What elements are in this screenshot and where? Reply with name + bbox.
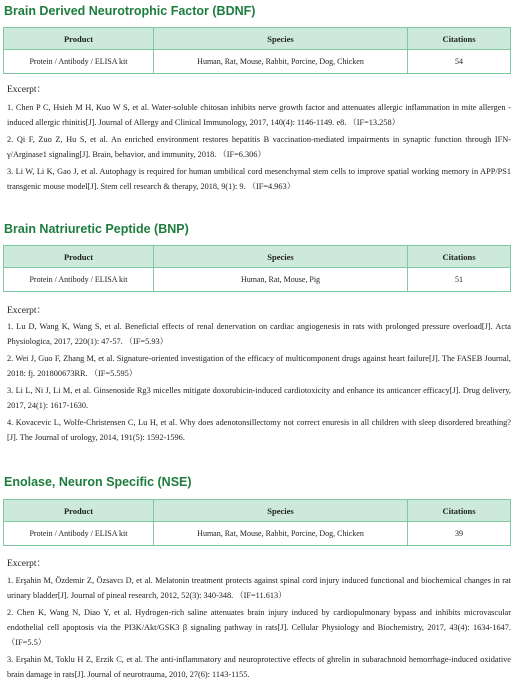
excerpt-label: Excerpt： — [7, 559, 47, 569]
cell-product: Protein / Antibody / ELISA kit — [4, 50, 154, 73]
product-table — [3, 27, 511, 74]
header-species: Species — [154, 500, 408, 521]
reference-list — [7, 100, 511, 196]
reference-item: 3. Li L, Ni J, Li M, et al. Ginsenoside Rg3 micelles mitigate doxorubicin-induced cardiotoxicity and enhance its anticancer efficacy[J]. Drug delivery, 2017, 24(1): 1617-1630. — [7, 386, 511, 410]
reference-item: 3. Li W, Li K, Gao J, et al. Autophagy is required for human umbilical cord mesenchymal stem cells to improve spatial working memory in APP/PS1 transgenic mouse model[J]. Stem cell research & therapy, 2018, 9(1): 9. （IF=4.963） — [7, 167, 511, 191]
product-table — [3, 499, 511, 546]
cell-citations: 39 — [455, 529, 463, 538]
section-title: Brain Derived Neurotrophic Factor (BDNF) — [4, 4, 256, 18]
table-row — [4, 50, 510, 73]
table-header-row — [4, 28, 510, 50]
header-product: Product — [4, 500, 154, 521]
reference-item: 2. Qi F, Zuo Z, Hu S, et al. An enriched environment restores hepatitis B vaccination-mediated impairments in synaptic function through IFN-γ/Arginase1 signaling[J]. Brain, behavior, and immunity, 2018. （IF=6.306） — [7, 135, 511, 159]
header-citations: Citations — [442, 251, 476, 262]
header-citations: Citations — [442, 33, 476, 44]
cell-product: Protein / Antibody / ELISA kit — [4, 522, 154, 545]
header-product: Product — [4, 28, 154, 49]
product-table — [3, 245, 511, 292]
reference-list — [7, 319, 511, 447]
cell-citations: 54 — [455, 57, 463, 66]
reference-list — [7, 573, 511, 684]
reference-item: 1. Lu D, Wang K, Wang S, et al. Beneficial effects of renal denervation on cardiac angiogenesis in rats with prolonged pressure overload[J]. Acta Physiologica, 2017, 220(1): 47-57. （IF=5.93） — [7, 322, 511, 346]
reference-item: 4. Kovacevic L, Wolfe-Christensen C, Lu H, et al. Why does adenotonsillectomy not correct enuresis in all children with sleep disordered breathing?[J]. The Journal of urology, 2014, 191(5): 1592-1596. — [7, 418, 511, 442]
reference-item: 1. Erşahin M, Özdemir Z, Özsavcı D, et al. Melatonin treatment protects against spinal cord injury induced functional and biochemical changes in rat urinary bladder[J]. Journal of pineal research, 2012, 52(3): 340-348. （IF=11.613） — [7, 576, 511, 600]
table-header-row — [4, 500, 510, 522]
cell-species: Human, Rat, Mouse, Pig — [154, 268, 408, 291]
header-citations: Citations — [442, 505, 476, 516]
table-header-row — [4, 246, 510, 268]
cell-species: Human, Rat, Mouse, Rabbit, Porcine, Dog, Chicken — [154, 50, 408, 73]
section-title: Brain Natriuretic Peptide (BNP) — [4, 222, 189, 236]
reference-item: 2. Chen K, Wang N, Diao Y, et al. Hydrogen-rich saline attenuates brain injury induced by cardiopulmonary bypass and inhibits microvascular endothelial cell apoptosis via the PI3K/Akt/GSK3 β signaling pathway in rats[J]. Cellular Physiology and Biochemistry, 2017, 43(4): 1634-1647. （IF=5.5） — [7, 608, 511, 647]
reference-item: 2. Wei J, Guo F, Zhang M, et al. Signature-oriented investigation of the efficacy of multicomponent drugs against heart failure[J]. The FASEB Journal, 2018: fj. 201800673RR. （IF=5.595） — [7, 354, 511, 378]
cell-citations: 51 — [455, 275, 463, 284]
header-species: Species — [154, 28, 408, 49]
section-title: Enolase, Neuron Specific (NSE) — [4, 475, 192, 489]
header-species: Species — [154, 246, 408, 267]
header-product: Product — [4, 246, 154, 267]
excerpt-label: Excerpt： — [7, 85, 47, 95]
cell-product: Protein / Antibody / ELISA kit — [4, 268, 154, 291]
cell-species: Human, Rat, Mouse, Rabbit, Porcine, Dog, Chicken — [154, 522, 408, 545]
table-row — [4, 268, 510, 291]
reference-item: 3. Erşahin M, Toklu H Z, Erzik C, et al. The anti-inflammatory and neuroprotective effects of ghrelin in subarachnoid hemorrhage-induced oxidative brain damage in rats[J]. Journal of neurotrauma, 2010, 27(6): 1143-1155. — [7, 655, 511, 679]
table-row — [4, 522, 510, 545]
excerpt-label: Excerpt： — [7, 306, 47, 316]
reference-item: 1. Chen P C, Hsieh M H, Kuo W S, et al. Water-soluble chitosan inhibits nerve growth factor and attenuates allergic inflammation in mite allergen - induced allergic rhinitis[J]. Journal of Allergy and Clinical Immunology, 2017, 140(4): 1146-1149. e8. （IF=13.258） — [7, 103, 511, 127]
